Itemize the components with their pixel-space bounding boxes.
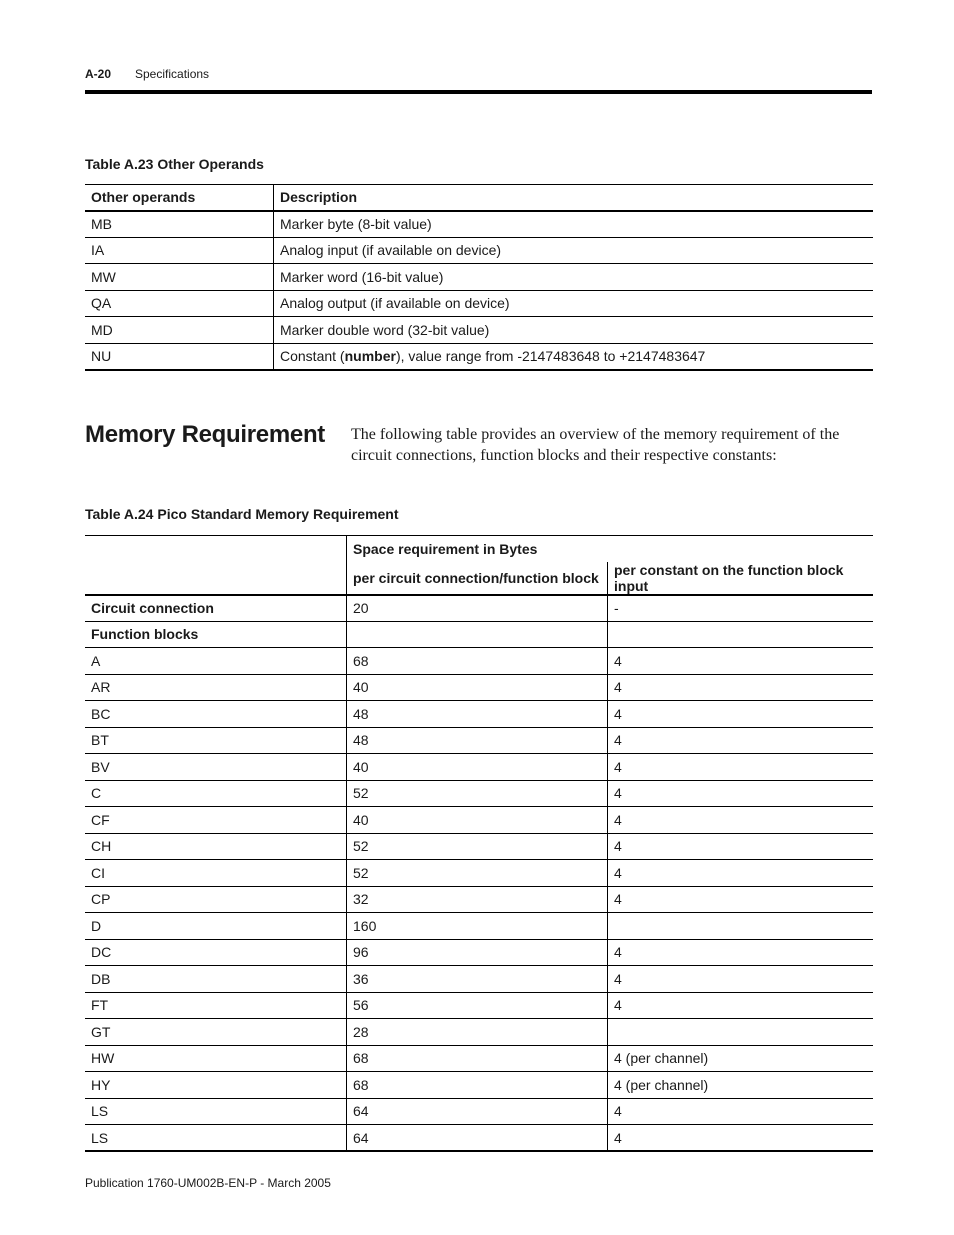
constant-bytes-cell: 4 (608, 727, 874, 754)
empty-header-cell (85, 562, 347, 595)
description-cell (274, 343, 874, 370)
block-bytes-cell: 40 (347, 807, 608, 834)
constant-bytes-cell: 4 (608, 886, 874, 913)
table-row (85, 1019, 873, 1046)
description-bold-term: number (344, 348, 396, 364)
block-bytes-cell: 56 (347, 992, 608, 1019)
row-label: CI (85, 860, 347, 887)
column-header-description: Description (274, 185, 874, 211)
constant-bytes-cell: 4 (608, 939, 874, 966)
table-row (85, 317, 873, 344)
table-row (85, 886, 873, 913)
table-row (85, 754, 873, 781)
table-row (85, 595, 873, 622)
block-bytes-cell: 48 (347, 727, 608, 754)
table-row (85, 780, 873, 807)
table-row (85, 727, 873, 754)
row-label: Circuit connection (85, 595, 347, 622)
table-row (85, 1125, 873, 1152)
table-row (85, 992, 873, 1019)
block-bytes-cell: 160 (347, 913, 608, 940)
operand-cell: MW (85, 264, 274, 291)
memory-requirement-table (85, 535, 873, 1152)
constant-bytes-cell: 4 (608, 1098, 874, 1125)
description-suffix: ), value range from -2147483648 to +2147483647 (395, 348, 706, 364)
operand-cell: MD (85, 317, 274, 344)
constant-bytes-cell: 4 (per channel) (608, 1045, 874, 1072)
block-bytes-cell: 96 (347, 939, 608, 966)
constant-bytes-cell: 4 (per channel) (608, 1072, 874, 1099)
table-row (85, 1098, 873, 1125)
constant-bytes-cell (608, 913, 874, 940)
row-label: DB (85, 966, 347, 993)
table-row (85, 1045, 873, 1072)
block-bytes-cell: 28 (347, 1019, 608, 1046)
table-row (85, 343, 873, 370)
constant-bytes-cell: - (608, 595, 874, 622)
block-bytes-cell: 52 (347, 860, 608, 887)
row-label: HY (85, 1072, 347, 1099)
row-label: Function blocks (85, 621, 347, 648)
page-number: A-20 (85, 67, 112, 81)
row-label: GT (85, 1019, 347, 1046)
table-row (85, 211, 873, 238)
row-label: DC (85, 939, 347, 966)
constant-bytes-cell (608, 621, 874, 648)
table-row (85, 237, 873, 264)
description-cell: Analog output (if available on device) (274, 290, 874, 317)
constant-bytes-cell (608, 1019, 874, 1046)
table-row (85, 807, 873, 834)
table-row (85, 1072, 873, 1099)
table-row (85, 674, 873, 701)
row-label: BT (85, 727, 347, 754)
constant-bytes-cell: 4 (608, 966, 874, 993)
column-header-per-constant: per constant on the function block input (608, 562, 874, 595)
block-bytes-cell: 40 (347, 754, 608, 781)
constant-bytes-cell: 4 (608, 992, 874, 1019)
row-label: LS (85, 1098, 347, 1125)
row-label: FT (85, 992, 347, 1019)
table-row (85, 939, 873, 966)
block-bytes-cell: 36 (347, 966, 608, 993)
row-label: LS (85, 1125, 347, 1152)
table-row (85, 290, 873, 317)
row-label: BV (85, 754, 347, 781)
block-bytes-cell: 68 (347, 1072, 608, 1099)
row-label: HW (85, 1045, 347, 1072)
operand-cell: QA (85, 290, 274, 317)
table-header-row (85, 185, 873, 211)
constant-bytes-cell: 4 (608, 833, 874, 860)
description-cell: Marker word (16-bit value) (274, 264, 874, 291)
description-cell: Marker byte (8-bit value) (274, 211, 874, 238)
table-a24-caption: Table A.24 Pico Standard Memory Requirement (85, 506, 399, 522)
column-header-operands: Other operands (85, 185, 274, 211)
operand-cell: MB (85, 211, 274, 238)
description-prefix: Constant ( (280, 348, 345, 364)
section-title: Specifications (135, 67, 210, 81)
block-bytes-cell: 52 (347, 833, 608, 860)
block-bytes-cell: 52 (347, 780, 608, 807)
group-header-space-requirement: Space requirement in Bytes (347, 536, 874, 562)
description-cell: Marker double word (32-bit value) (274, 317, 874, 344)
table-a23-caption: Table A.23 Other Operands (85, 156, 264, 172)
constant-bytes-cell: 4 (608, 807, 874, 834)
block-bytes-cell: 68 (347, 1045, 608, 1072)
operand-cell: NU (85, 343, 274, 370)
section-heading: Memory Requirement (85, 421, 325, 448)
row-label: CH (85, 833, 347, 860)
operand-cell: IA (85, 237, 274, 264)
block-bytes-cell: 64 (347, 1098, 608, 1125)
block-bytes-cell: 20 (347, 595, 608, 622)
row-label: CP (85, 886, 347, 913)
constant-bytes-cell: 4 (608, 648, 874, 675)
description-cell: Analog input (if available on device) (274, 237, 874, 264)
row-label: CF (85, 807, 347, 834)
block-bytes-cell: 40 (347, 674, 608, 701)
table-row (85, 860, 873, 887)
row-label: D (85, 913, 347, 940)
column-header-per-block: per circuit connection/function block (347, 562, 608, 595)
row-label: AR (85, 674, 347, 701)
table-row (85, 648, 873, 675)
constant-bytes-cell: 4 (608, 780, 874, 807)
table-row (85, 833, 873, 860)
section-intro-paragraph: The following table provides an overview of the memory requirement of the circuit connections, function blocks and their respective constants: (351, 426, 840, 464)
block-bytes-cell: 64 (347, 1125, 608, 1152)
constant-bytes-cell: 4 (608, 674, 874, 701)
constant-bytes-cell: 4 (608, 1125, 874, 1152)
empty-header-cell (85, 536, 347, 562)
page-footer: Publication 1760-UM002B-EN-P - March 2005 (85, 1176, 331, 1190)
table-row (85, 701, 873, 728)
row-label: A (85, 648, 347, 675)
constant-bytes-cell: 4 (608, 701, 874, 728)
block-bytes-cell: 48 (347, 701, 608, 728)
other-operands-table (85, 184, 873, 371)
table-header-row (85, 562, 873, 595)
page-header (85, 66, 872, 94)
block-bytes-cell: 68 (347, 648, 608, 675)
table-row (85, 966, 873, 993)
block-bytes-cell (347, 621, 608, 648)
table-row (85, 264, 873, 291)
row-label: C (85, 780, 347, 807)
table-row (85, 621, 873, 648)
table-row (85, 913, 873, 940)
constant-bytes-cell: 4 (608, 860, 874, 887)
table-header-row (85, 536, 873, 562)
constant-bytes-cell: 4 (608, 754, 874, 781)
block-bytes-cell: 32 (347, 886, 608, 913)
row-label: BC (85, 701, 347, 728)
